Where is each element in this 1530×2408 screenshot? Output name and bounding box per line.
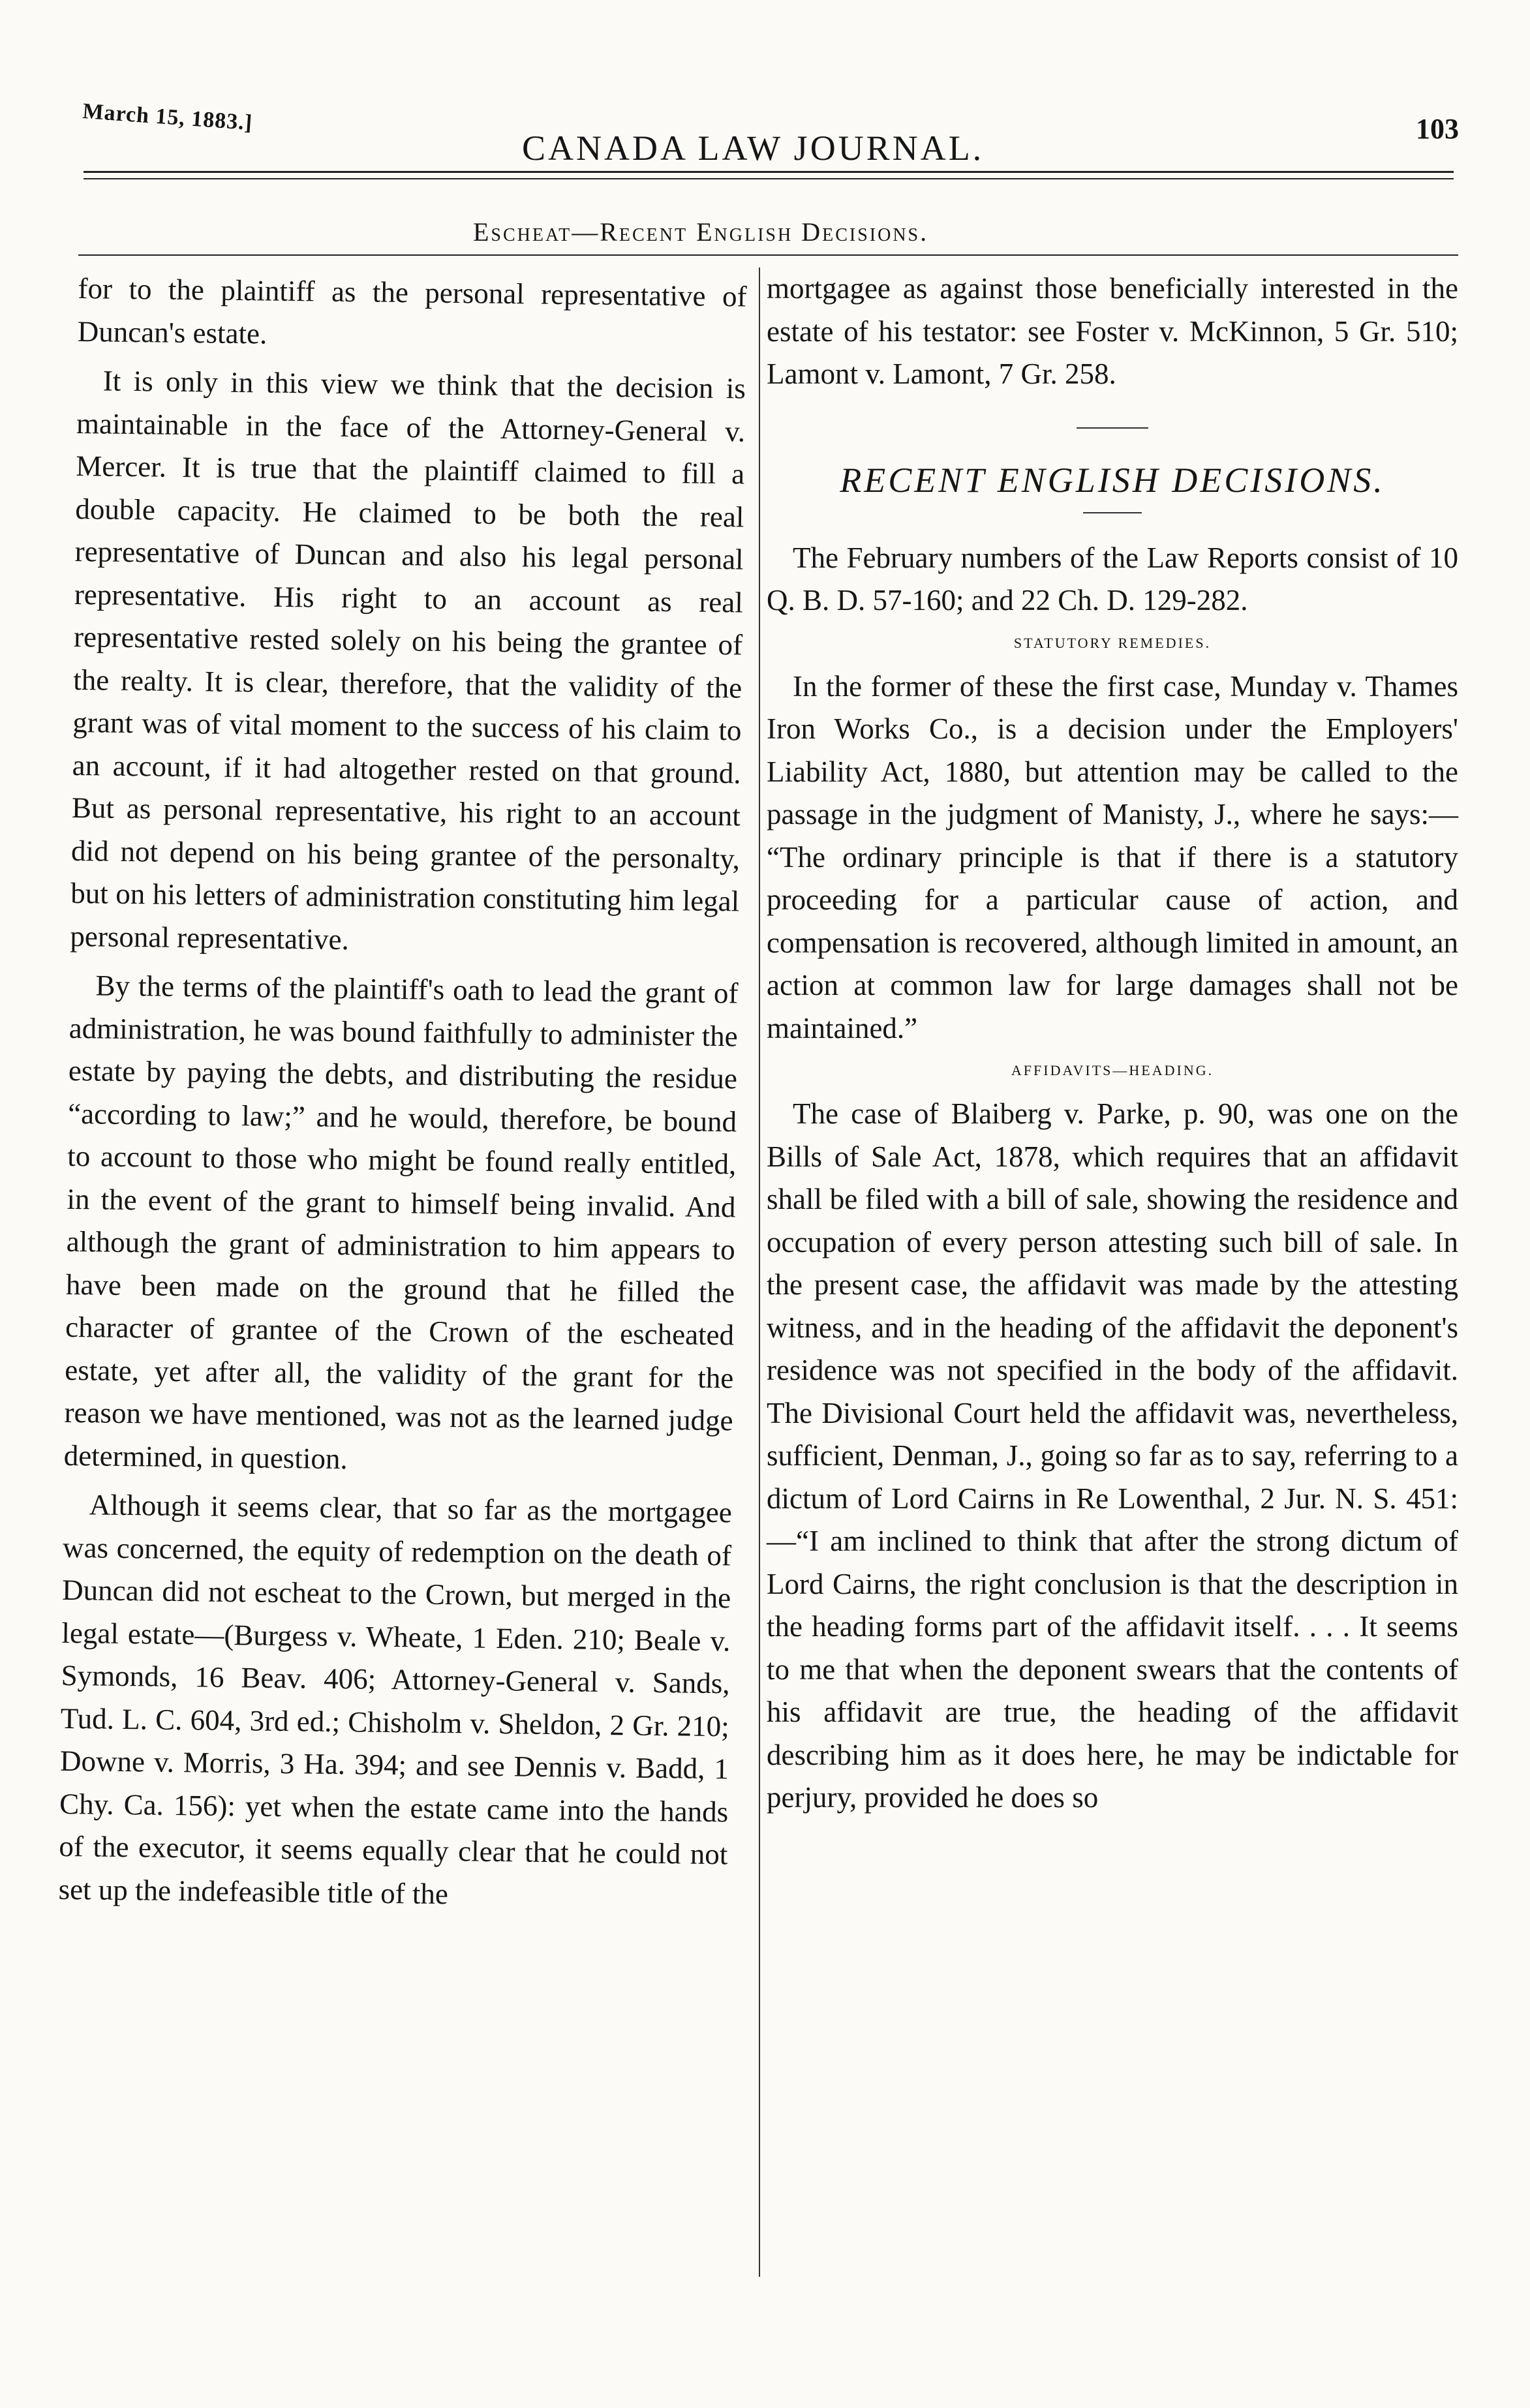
right-continuation: mortgagee as against those beneficially interested in the estate of his testator: see Foster v. McKinnon, 5 Gr. 510; Lamont v. Lamont, 7 Gr. 258. [767, 272, 1458, 390]
subheading-statutory-remedies: STATUTORY REMEDIES. [1013, 634, 1212, 651]
intro-paragraph: The February numbers of the Law Reports consist of 10 Q. B. D. 57-160; and 22 Ch. D. 129-282. [767, 541, 1458, 617]
page-number: 103 [1416, 113, 1459, 145]
affidavits-paragraph: The case of Blaiberg v. Parke, p. 90, was one on the Bills of Sale Act, 1878, which requires that an affidavit shall be filed with a bill of sale, showing the residence and occupation of every person attesting such bill of sale. In the present case, the affidavit was made by the attesting witness, and in the heading of the affidavit the deponent's residence was not specified in the body of the affidavit. The Divisional Court held the affidavit was, nevertheless, sufficient, Denman, J., going so far as to say, referring to a dictum of Lord Cairns in Re Lowenthal, 2 Jur. N. S. 451:—“I am inclined to think that after the strong dictum of Lord Cairns, the right conclusion is that the description in the heading forms part of the affidavit itself. . . . It seems to me that when the deponent swears that the contents of his affidavit are true, the heading of the affidavit describing him as it does here, he may be indictable for perjury, provided he does so [767, 1097, 1458, 1814]
running-section-title: Escheat—Recent English Decisions. [473, 217, 929, 247]
recent-decisions-heading: RECENT ENGLISH DECISIONS. [840, 460, 1385, 500]
header-rule-bottom [84, 178, 1454, 179]
statutory-remedies-paragraph: In the former of these the first case, Munday v. Thames Iron Works Co., is a decision under the Employers' Liability Act, 1880, but attention may be called to the passage in the judgment of Manisty, J., where he says:— “The ordinary principle is that if there is a statutory proceeding for a particular cause of action, and compensation is recovered, although limited in amount, an action at common law for large damages shall not be maintained.” [767, 669, 1458, 1044]
left-paragraph-2: It is only in this view we think that the decision is maintainable in the face of the Attorney-General v. Mercer. It is true that the plaintiff claimed to fill a double capacity. He claimed to be both the real representative of Duncan and also his legal personal representative. His right to an account as real representative rested solely on his being the grantee of the realty. It is clear, therefore, that the validity of the grant was of vital moment to the success of his claim to an account, if it had altogether rested on that ground. But as personal representative, his right to an account did not depend on his being grantee of the personalty, but on his letters of administration constituting him legal personal representative. [70, 364, 746, 956]
journal-title: CANADA LAW JOURNAL. [522, 129, 985, 168]
left-column [58, 267, 747, 1925]
issue-date: March 15, 1883.] [82, 99, 254, 136]
section-rule [78, 254, 1458, 256]
left-paragraph-1: for to the plaintiff as the personal representative of Duncan's estate. [77, 271, 747, 350]
right-column [767, 267, 1458, 1826]
heading-underline [1083, 512, 1142, 513]
header-rule-top [84, 171, 1454, 173]
column-divider [759, 267, 760, 2277]
subheading-affidavits: AFFIDAVITS—HEADING. [1011, 1062, 1214, 1078]
left-paragraph-4: Although it seems clear, that so far as the mortgagee was concerned, the equity of redemption on the death of Duncan did not escheat to the Crown, but merged in the legal estate—(Burgess v. Wheate, 1 Eden. 210; Beale v. Symonds, 16 Beav. 406; Attorney-General v. Sands, Tud. L. C. 604, 3rd ed.; Chisholm v. Sheldon, 2 Gr. 210; Downe v. Morris, 3 Ha. 394; and see Dennis v. Badd, 1 Chy. Ca. 156): yet when the estate came into the hands of the executor, it seems equally clear that he could not set up the indefeasible title of the [58, 1488, 733, 1910]
left-paragraph-3: By the terms of the plaintiff's oath to lead the grant of administration, he was bound faithfully to administer the estate by paying the debts, and distributing the residue “according to law;” and he would, therefore, be bound to account to those who might be found really entitled, in the event of the grant to himself being invalid. And although the grant of administration to him appears to have been made on the ground that he filled the character of grantee of the Crown of the escheated estate, yet after all, the validity of the grant for the reason we have mentioned, was not as the learned judge determined, in question. [63, 969, 739, 1475]
section-separator [1077, 427, 1148, 429]
